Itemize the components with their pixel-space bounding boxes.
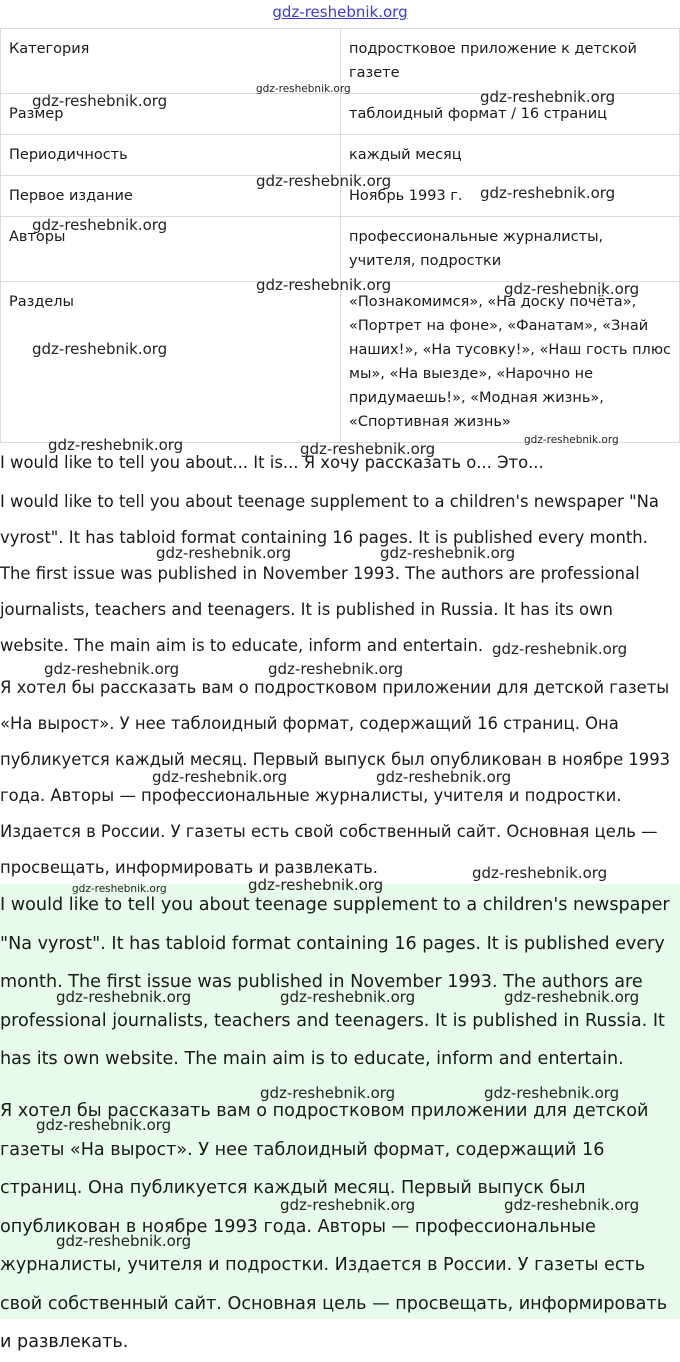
watermark: gdz-reshebnik.org [280,988,416,1006]
table-value-category: подростковое приложение к детской газете [341,29,680,94]
watermark: gdz-reshebnik.org [72,883,167,895]
watermark: gdz-reshebnik.org [504,280,640,298]
watermark: gdz-reshebnik.org [32,340,168,358]
watermark: gdz-reshebnik.org [524,434,619,446]
watermark: gdz-reshebnik.org [32,216,168,234]
intro-phrase: I would like to tell you about... It is... Я хочу рассказать о... Это... [0,453,544,472]
watermark: gdz-reshebnik.org [156,544,292,562]
table-value-periodicity: каждый месяц [341,135,680,176]
watermark: gdz-reshebnik.org [504,1196,640,1214]
table-value-size: таблоидный формат / 16 страниц [341,94,680,135]
watermark: gdz-reshebnik.org [380,544,516,562]
watermark: gdz-reshebnik.org [256,83,351,95]
table-value-first-issue: Ноябрь 1993 г. [341,176,680,217]
watermark: gdz-reshebnik.org [56,1232,192,1250]
table-key-sections: Разделы [1,282,341,443]
watermark: gdz-reshebnik.org [472,864,608,882]
answer-english-text: I would like to tell you about teenage supplement to a children's newspaper "Na vyrost". It has tabloid format containing 16 pages. It is published every month. The first issue was published in November 1993. The authors are professional journalists, teachers and teenagers. It is published in Russia. It has its own website. The main aim is to educate, inform and entertain. [0,895,670,1069]
watermark: gdz-reshebnik.org [480,88,616,106]
table-key-periodicity: Периодичность [1,135,341,176]
watermark: gdz-reshebnik.org [56,988,192,1006]
watermark: gdz-reshebnik.org [260,1084,396,1102]
watermark: gdz-reshebnik.org [36,1116,172,1134]
watermark: gdz-reshebnik.org [256,276,392,294]
watermark: gdz-reshebnik.org [480,184,616,202]
table-key-authors: Авторы [1,217,341,282]
watermark: gdz-reshebnik.org [492,640,628,658]
watermark: gdz-reshebnik.org [484,1084,620,1102]
watermark: gdz-reshebnik.org [504,988,640,1006]
watermark: gdz-reshebnik.org [280,1196,416,1214]
watermark: gdz-reshebnik.org [300,440,436,458]
table-key-size: Размер [1,94,341,135]
table-value-authors: профессиональные журналисты, учителя, подростки [341,217,680,282]
watermark: gdz-reshebnik.org [152,768,288,786]
site-header-link[interactable]: gdz-reshebnik.org [272,3,408,21]
watermark: gdz-reshebnik.org [248,876,384,894]
watermark: gdz-reshebnik.org [376,768,512,786]
watermark: gdz-reshebnik.org [32,92,168,110]
table-row [1,135,680,176]
watermark: gdz-reshebnik.org [44,660,180,678]
english-text: I would like to tell you about teenage supplement to a children's newspaper "Na vyrost". It has tabloid format containing 16 pages. It is published every month. The first issue was published in November 1993. The authors are professional journalists, teachers and teenagers. It is published in Russia. It has its own website. The main aim is to educate, inform and entertain. [0,492,659,655]
table-key-first-issue: Первое издание [1,176,341,217]
watermark: gdz-reshebnik.org [48,436,184,454]
russian-text: Я хотел бы рассказать вам о подростковом приложении для детской газеты «На вырост». У нее таблоидный формат, содержащий 16 страниц. Она публикуется каждый месяц. Первый выпуск был опубликован в ноябре 1993 года. Авторы — профессиональные журналисты, учителя и подростки. Издается в России. У газеты есть свой собственный сайт. Основная цель — просвещать, информировать и развлекать. [0,678,671,877]
table-row [1,282,680,443]
answer-russian-text: Я хотел бы рассказать вам о подростковом приложении для детской газеты «На вырост». У нее таблоидный формат, содержащий 16 страниц. Она публикуется каждый месяц. Первый выпуск был опубликован в ноябре 1993 года. Авторы — профессиональные журналисты, учителя и подростки. Издается в России. У газеты есть свой собственный сайт. Основная цель — просвещать, информировать и развлекать. [0,1101,668,1352]
table-key-category: Категория [1,29,341,94]
table-value-sections: «Познакомимся», «На доску почёта», «Портрет на фоне», «Фанатам», «Знай наших!», «На тусовку!», «Наш гость плюс мы», «На выезде», «Нарочно не придумаешь!», «Модная жизнь», «Спортивная жизнь» [341,282,680,443]
watermark: gdz-reshebnik.org [256,172,392,190]
watermark: gdz-reshebnik.org [268,660,404,678]
